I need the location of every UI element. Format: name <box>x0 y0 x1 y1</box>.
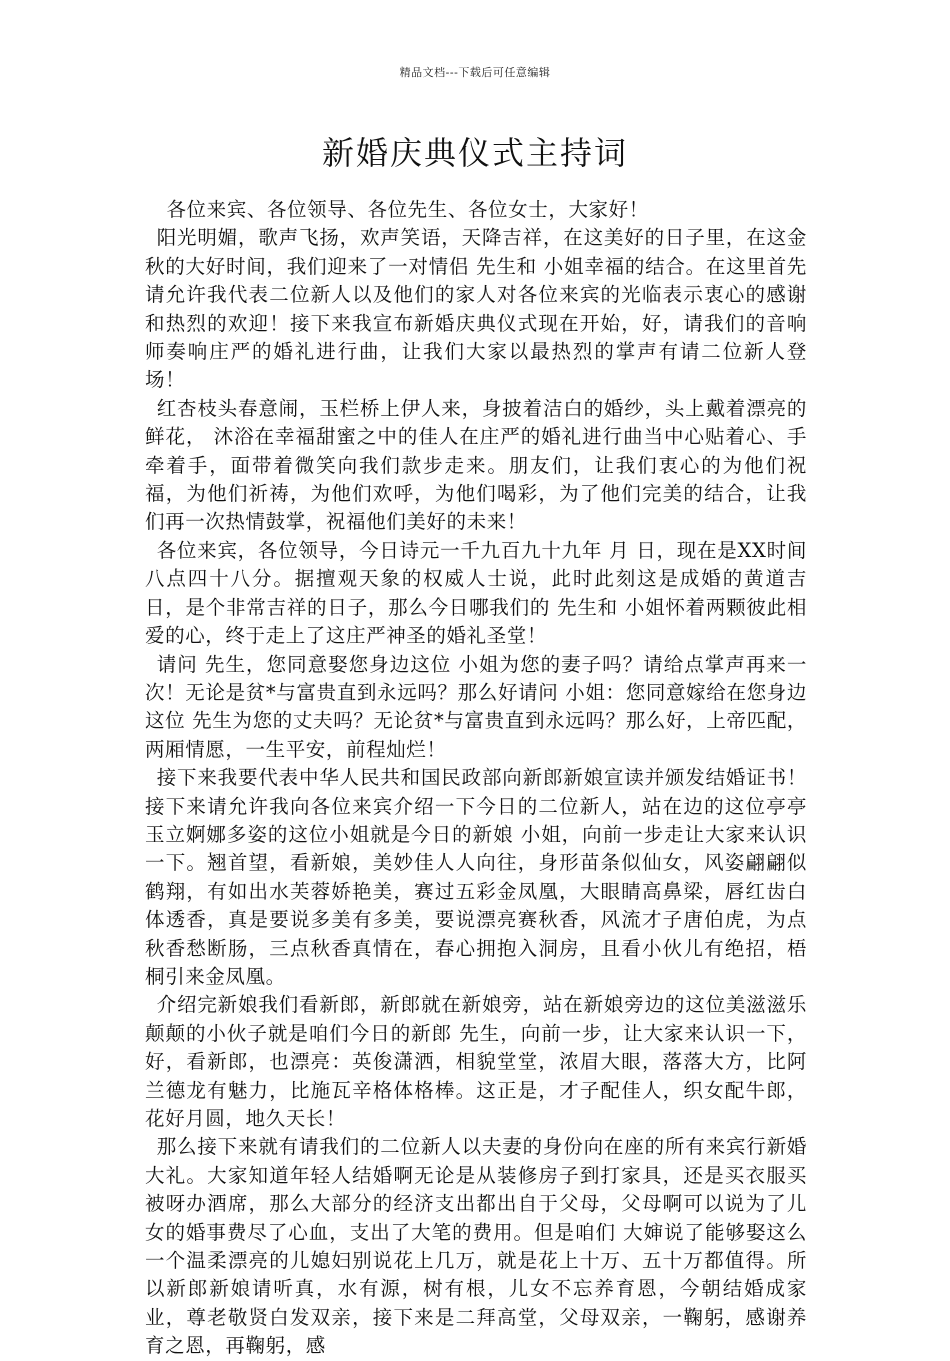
paragraph-certificate-bride: 接下来我要代表中华人民共和国民政部向新郎新娘宣读并颁发结婚证书！接下来请允许我向各位来宾介绍一下今日的二位新人，站在边的这位亭亭玉立婀娜多姿的这位小姐就是今日的新娘 小姐，向前一步走让大家来认识一下。翘首望，看新娘，美妙佳人人向往，身形苗条似仙女，风姿翩翩似鹤翔，有如出水芙蓉娇艳美，赛过五彩金凤凰，大眼睛高鼻梁，唇红齿白体透香，真是要说多美有多美，要说漂亮赛秋香，风流才子唐伯虎，为点秋香愁断肠，三点秋香真情在，春心拥抱入洞房，且看小伙儿有绝招，梧桐引来金凤凰。 <box>145 766 807 988</box>
document-title: 新婚庆典仪式主持词 <box>321 134 628 172</box>
paragraph-bride-entrance: 红杏枝头春意闹，玉栏桥上伊人来，身披着洁白的婚纱，头上戴着漂亮的鲜花， 沐浴在幸福甜蜜之中的佳人在庄严的婚礼进行曲当中心贴着心、手牵着手，面带着微笑向我们款步走来。朋友们，让我们衷心的为他们祝福，为他们祈祷，为他们欢呼，为他们喝彩，为了他们完美的结合，让我们再一次热情鼓掌，祝福他们美好的未来！ <box>145 396 807 534</box>
paragraph-auspicious-day: 各位来宾，各位领导，今日诗元一千九百九十九年 月 日，现在是XX时间八点四十八分。据擅观天象的权威人士说，此时此刻这是成婚的黄道吉日，是个非常吉祥的日子，那么今日哪我们的 先生和 小姐怀着两颗彼此相爱的心，终于走上了这庄严神圣的婚礼圣堂！ <box>145 538 807 648</box>
paragraph-groom: 介绍完新娘我们看新郎，新郎就在新娘旁，站在新娘旁边的这位美滋滋乐颠颠的小伙子就是咱们今日的新郎 先生，向前一步，让大家来认识一下，好，看新郎，也漂亮：英俊潇洒，相貌堂堂，浓眉大眼，落落大方，比阿兰德龙有魅力，比施瓦辛格体格棒。这正是，才子配佳人，织女配牛郎，花好月圆，地久天长！ <box>145 993 807 1130</box>
paragraph-bowing: 那么接下来就有请我们的二位新人以夫妻的身份向在座的所有来宾行新婚大礼。大家知道年轻人结婚啊无论是从装修房子到打家具，还是买衣服买被呀办酒席，那么大部分的经济支出都出自于父母，父母啊可以说为了儿女的婚事费尽了心血，支出了大笔的费用。但是咱们 大婶说了能够娶这么一个温柔漂亮的儿媳妇别说花上几万，就是花上十万、五十万都值得。所以新郎新娘请听真，水有源，树有根，儿女不忘养育恩，今朝结婚成家业，尊老敬贤白发双亲，接下来是二拜高堂，父母双亲，一鞠躬，感谢养育之恩，再鞠躬，感 <box>145 1135 807 1358</box>
paragraph-vows: 请问 先生，您同意娶您身边这位 小姐为您的妻子吗？请给点掌声再来一次！无论是贫*与富贵直到永远吗？那么好请问 小姐：您同意嫁给在您身边这位 先生为您的丈夫吗？无论贫*与富贵直到永远吗？那么好，上帝匹配，两厢情愿，一生平安，前程灿烂！ <box>145 652 807 761</box>
paragraph-greeting: 各位来宾、各位领导、各位先生、各位女士，大家好！ <box>166 198 649 221</box>
paragraph-opening: 阳光明媚，歌声飞扬，欢声笑语，天降吉祥，在这美好的日子里，在这金秋的大好时间，我们迎来了一对情侣 先生和 小姐幸福的结合。在这里首先请允许我代表二位新人以及他们的家人对各位来宾的光临表示衷心的感谢和热烈的欢迎！接下来我宣布新婚庆典仪式现在开始，好，请我们的音响师奏响庄严的婚礼进行曲，让我们大家以最热烈的掌声有请二位新人登场！ <box>145 226 807 392</box>
document-body <box>145 196 807 1361</box>
header-note: 精品文档---下载后可任意编辑 <box>399 66 551 79</box>
